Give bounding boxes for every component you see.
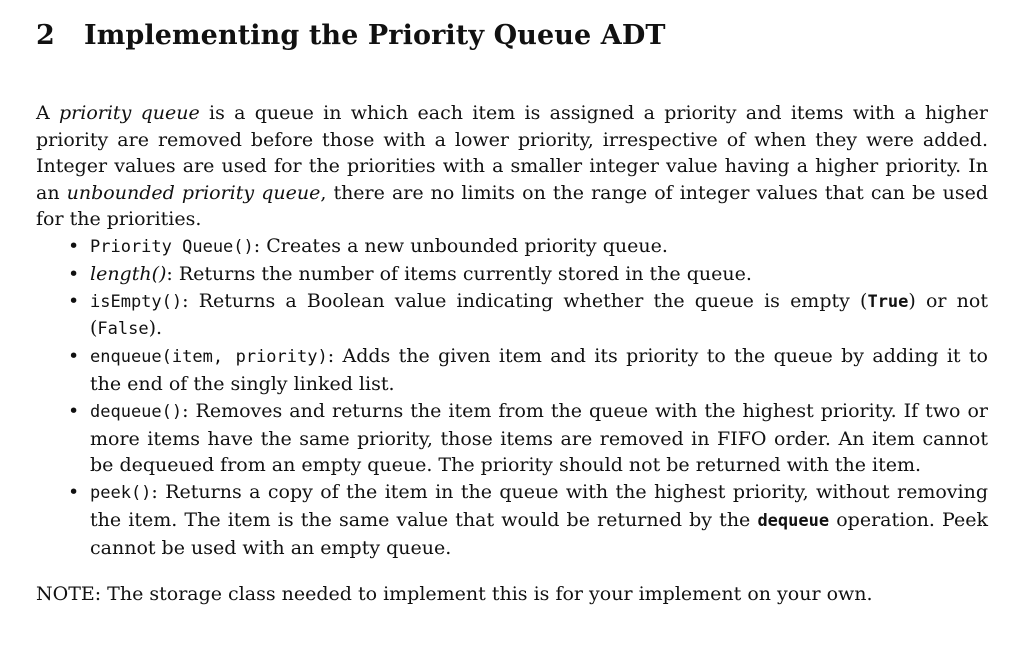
bullet-icon: • [68,345,80,368]
operation-name: length() [90,262,167,285]
operation-name: peek() [90,483,152,504]
operation-description-end: operation. Peek cannot be used with an empty queue. [90,508,988,559]
operations-list [68,233,988,562]
bullet-icon: • [68,262,80,285]
operation-name: dequeue() [90,401,183,422]
operation-description: : Returns the number of items currently stored in the queue. [166,262,752,285]
operation-item-dequeue [68,398,988,479]
section-title-text: Implementing the Priority Queue ADT [84,20,666,51]
intro-text-start: A [36,102,60,124]
operation-item-peek [68,479,988,561]
operation-description-end: ). [148,317,163,340]
dequeue-code-word: dequeue [757,510,830,531]
term-unbounded-priority-queue: unbounded priority queue [66,181,321,204]
intro-text-middle: is a queue in which each item is assigned a priority and items with a higher priority are removed before those with a lower priority, irrespective of when they were added. Integer values are used for the priorities with a smaller integer value having a higher priority. In an [36,102,988,204]
operation-name: Priority Queue() [90,237,254,257]
section-heading [36,18,666,54]
operation-item-constructor [68,233,988,261]
bullet-icon: • [68,481,80,504]
false-literal: False [97,319,149,340]
operation-name: enqueue(item, priority) [90,347,328,368]
operation-item-isempty [68,288,988,344]
term-priority-queue: priority queue [59,102,200,124]
true-literal: True [867,291,909,312]
bullet-icon: • [68,399,80,422]
operation-item-length [68,261,988,288]
operation-description: : Returns a Boolean value indicating whether the queue is empty ( [182,289,868,312]
operation-name: isEmpty() [90,291,183,312]
operation-description: : Removes and returns the item from the queue with the highest priority. If two or more items have the same priority, those items are removed in FIFO order. An item cannot be dequeued from an empty queue. The priority should not be returned with the item. [90,399,988,477]
note-paragraph: NOTE: The storage class needed to implement this is for your implement on your own. [36,583,873,605]
section-number: 2 [36,20,55,51]
operation-item-enqueue [68,343,988,398]
operation-description: : Adds the given item and its priority to the queue by adding it to the end of the singly linked list. [90,345,988,395]
bullet-icon: • [68,289,80,312]
bullet-icon: • [68,235,80,257]
operation-description: : Creates a new unbounded priority queue. [253,235,668,257]
operation-description-cont: ) or not ( [90,289,988,340]
operation-description: : Returns a copy of the item in the queue with the highest priority, without removing the item. The item is the same value that would be returned by the [90,481,988,531]
intro-paragraph [36,100,988,233]
intro-text-end: , there are no limits on the range of integer values that can be used for the priorities. [36,181,988,231]
